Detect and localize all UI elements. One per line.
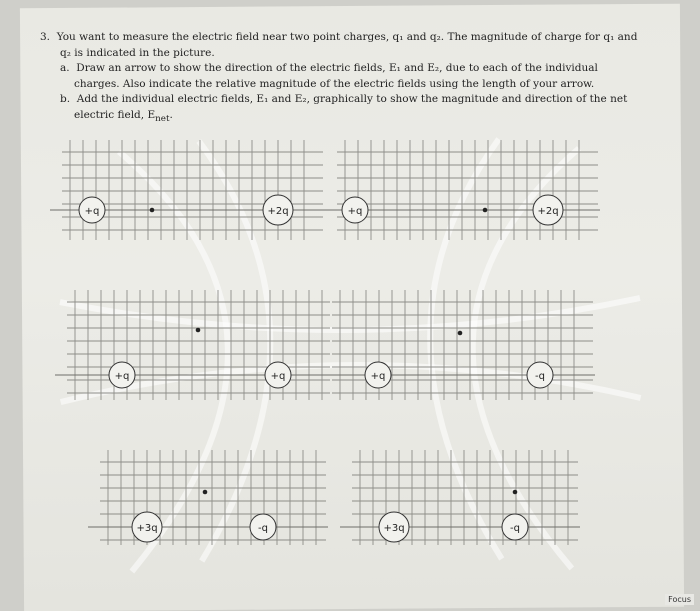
observation-point [513,490,518,495]
grid-panel-r1-right [325,140,600,240]
part-a-text: Draw an arrow to show the direction of the electric fields, E₁ and E₂, due to each of the individual charges. Also indicate the relative magnitude of the electric fields using the length of your arrow. [74,62,598,90]
focus-text: Focus [668,595,691,604]
grid-panel-r2-right [320,290,595,400]
grid-panel-r1-left [50,140,325,240]
grid-panel-r2-left [55,290,332,400]
part-a-label: a. [60,62,70,74]
observation-point [458,331,463,336]
part-b-label: b. [60,93,71,105]
charge-right [250,514,276,540]
charge-label: +2q [537,206,559,217]
question-number: 3. [40,31,51,43]
observation-point [196,328,201,333]
part-b: b. Add the individual electric fields, E₁ and E₂, graphically to show the magnitude and direction of the net electric field, $E_{net}$. [60,93,628,124]
charge-right [502,514,528,540]
charge-label: +q [84,206,100,217]
charge-right [263,195,293,225]
charge-label: +q [114,371,130,382]
charge-label: -q [535,371,545,382]
part-b-text: Add the individual electric fields, E₁ and E₂, graphically to show the magnitude and direction of the net electric field, E [74,93,628,121]
intro-text: You want to measure the electric field near two point charges, q₁ and q₂. The magnitude of charge for q₁ and q₂ is indicated in the picture. [56,31,638,59]
part-b-subscript: net [155,113,170,124]
charge-right [533,195,563,225]
grid-panel-r3-left [88,450,328,545]
charge-left [132,512,162,542]
observation-point [203,490,208,495]
grid-panel-r3-right [340,450,580,545]
charge-label: +q [370,371,386,382]
observation-point [483,208,488,213]
charge-label: -q [258,523,268,534]
charge-left [79,197,105,223]
charge-left [379,512,409,542]
charge-label: +q [347,206,363,217]
charge-label: +2q [267,206,289,217]
charge-right [265,362,291,388]
charge-label: -q [510,523,520,534]
charge-right [527,362,553,388]
focus-watermark [665,594,694,605]
charge-label: +3q [383,523,405,534]
charge-left [342,197,368,223]
charge-label: +q [270,371,286,382]
charge-left [109,362,135,388]
observation-point [150,208,155,213]
charge-label: +3q [136,523,158,534]
charge-left [365,362,391,388]
